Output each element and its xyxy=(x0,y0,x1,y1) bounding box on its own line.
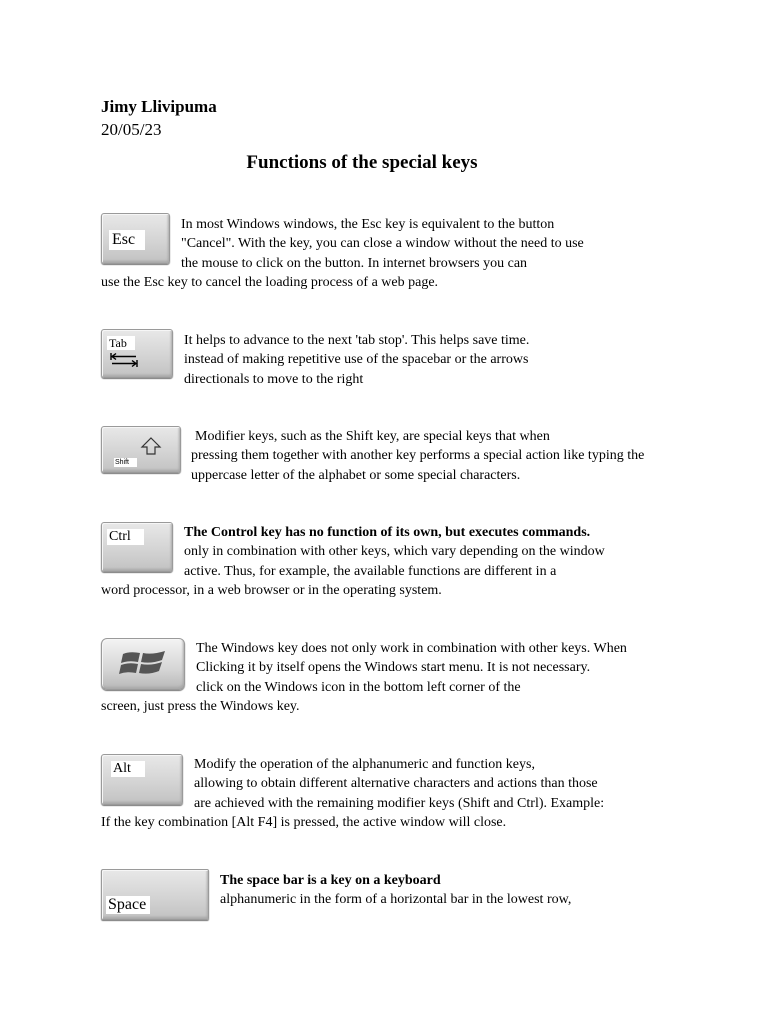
alt-key-image xyxy=(101,754,183,805)
shift-line-3: uppercase letter of the alphabet or some special characters. xyxy=(191,468,521,483)
tab-arrows-icon xyxy=(110,352,138,368)
shift-key-label: Shift xyxy=(114,458,137,467)
alt-line-2: allowing to obtain different alternative characters and actions than those xyxy=(194,776,598,791)
space-key-label: Space xyxy=(106,896,150,914)
shift-arrow-icon xyxy=(141,437,161,455)
ctrl-line-1: The Control key has no function of its own, but executes commands. xyxy=(184,525,591,540)
space-key-image xyxy=(101,869,209,920)
alt-key-label: Alt xyxy=(111,761,145,777)
tab-line-3: directionals to move to the right xyxy=(184,372,364,387)
windows-key-image xyxy=(101,638,185,690)
alt-line-4: If the key combination [Alt F4] is pressed, the active window will close. xyxy=(101,815,507,830)
page-title: Functions of the special keys xyxy=(246,152,478,173)
esc-line-2: "Cancel". With the key, you can close a window without the need to use xyxy=(181,236,584,251)
esc-line-3: the mouse to click on the button. In internet browsers you can xyxy=(181,256,528,271)
windows-line-1: The Windows key does not only work in combination with other keys. When xyxy=(196,641,627,656)
shift-line-1: Modifier keys, such as the Shift key, are special keys that when xyxy=(195,429,550,444)
windows-line-4: screen, just press the Windows key. xyxy=(101,699,300,714)
esc-line-1: In most Windows windows, the Esc key is equivalent to the button xyxy=(181,217,555,232)
ctrl-line-3: active. Thus, for example, the available functions are different in a xyxy=(184,564,557,579)
windows-line-3: click on the Windows icon in the bottom left corner of the xyxy=(196,680,521,695)
document-date: 20/05/23 xyxy=(101,120,162,139)
esc-key-label: Esc xyxy=(109,230,145,250)
esc-key-image xyxy=(101,213,170,264)
author-name: Jimy Llivipuma xyxy=(101,97,217,116)
space-line-1: The space bar is a key on a keyboard xyxy=(220,873,441,888)
tab-key-label: Tab xyxy=(107,336,135,350)
tab-line-1: It helps to advance to the next 'tab stop'. This helps save time. xyxy=(184,333,530,348)
alt-line-3: are achieved with the remaining modifier keys (Shift and Ctrl). Example: xyxy=(194,796,605,811)
ctrl-key-label: Ctrl xyxy=(107,529,144,545)
space-line-2: alphanumeric in the form of a horizontal bar in the lowest row, xyxy=(220,892,572,907)
ctrl-line-4: word processor, in a web browser or in the operating system. xyxy=(101,583,442,598)
windows-line-2: Clicking it by itself opens the Windows start menu. It is not necessary. xyxy=(196,660,591,675)
tab-key-image xyxy=(101,329,173,378)
windows-logo-icon xyxy=(119,648,167,678)
ctrl-line-2: only in combination with other keys, which vary depending on the window xyxy=(184,544,605,559)
ctrl-key-image xyxy=(101,522,173,572)
shift-line-2: pressing them together with another key performs a special action like typing the xyxy=(191,448,645,463)
shift-key-image xyxy=(101,426,181,473)
esc-line-4: use the Esc key to cancel the loading process of a web page. xyxy=(101,275,439,290)
alt-line-1: Modify the operation of the alphanumeric and function keys, xyxy=(194,757,535,772)
tab-line-2: instead of making repetitive use of the spacebar or the arrows xyxy=(184,352,529,367)
